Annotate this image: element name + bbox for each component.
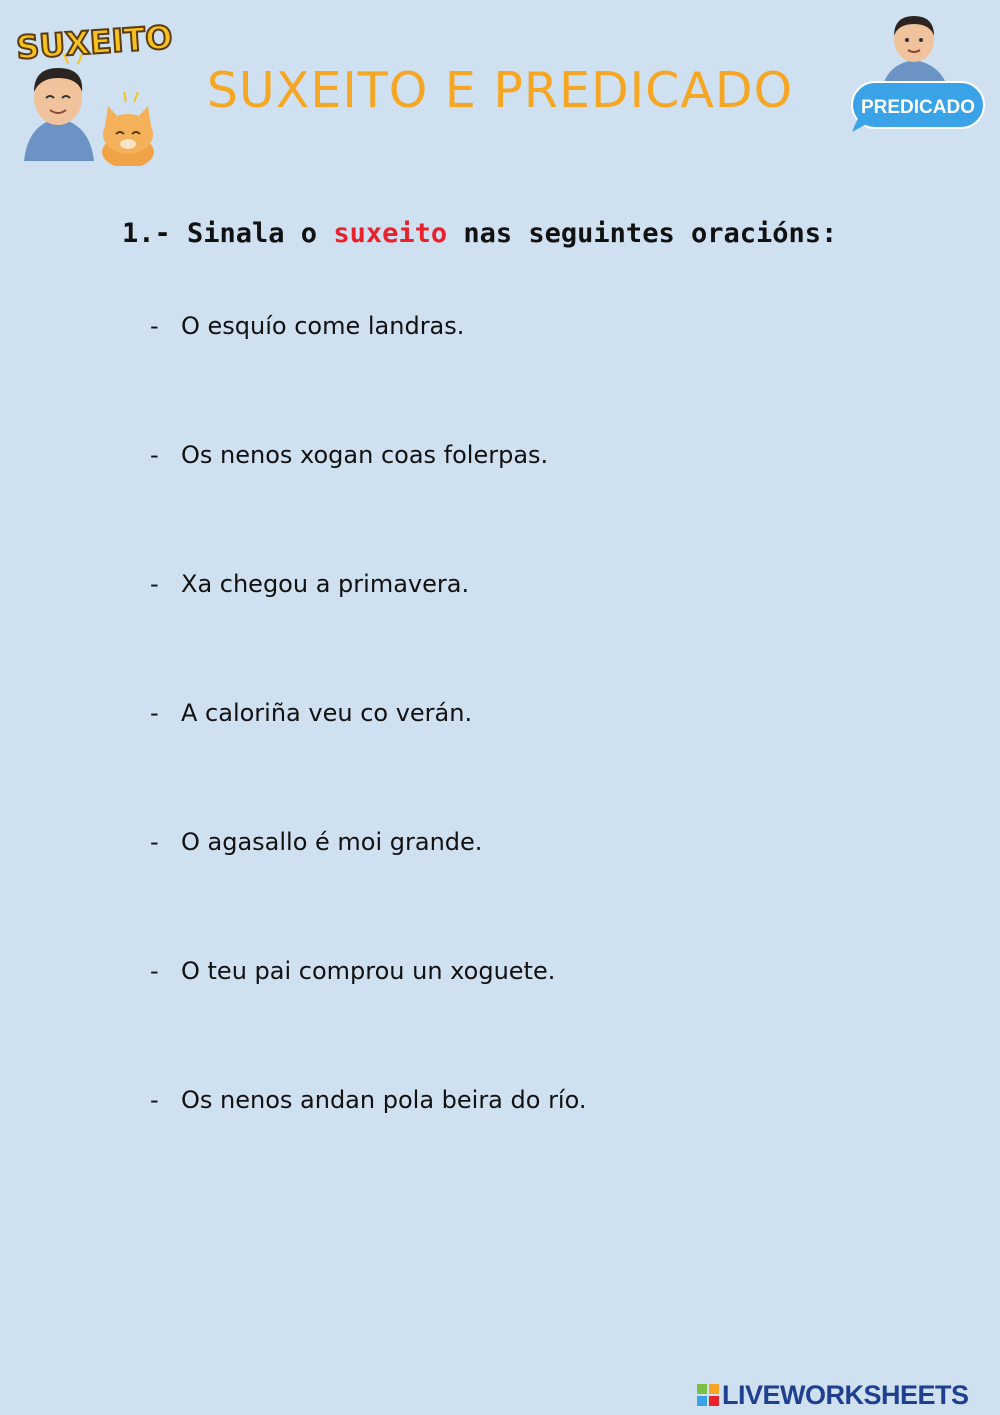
bullet-dash: -	[150, 312, 159, 340]
boy-avatar-icon	[882, 16, 948, 88]
sentence-item[interactable]	[150, 693, 472, 733]
sentence-text[interactable]: Xa chegou a primavera.	[181, 570, 470, 598]
sentence-item[interactable]	[150, 306, 464, 346]
sentence-text[interactable]: O teu pai comprou un xoguete.	[181, 957, 556, 985]
bullet-dash: -	[150, 957, 159, 985]
predicado-speech-bubble	[852, 82, 984, 132]
sentence-item[interactable]	[150, 564, 469, 604]
liveworksheets-logo-icon	[696, 1383, 720, 1407]
sentence-text[interactable]: Os nenos andan pola beira do río.	[181, 1086, 587, 1114]
bullet-dash: -	[150, 828, 159, 856]
brand-name: LIVEWORKSHEETS	[722, 1379, 969, 1410]
sentence-text[interactable]: O esquío come landras.	[181, 312, 465, 340]
bullet-dash: -	[150, 441, 159, 469]
sentence-text[interactable]: A caloriña veu co verán.	[181, 699, 473, 727]
sentence-text[interactable]: Os nenos xogan coas folerpas.	[181, 441, 549, 469]
sentence-item[interactable]	[150, 822, 482, 862]
heading-text-after: nas seguintes oracións:	[447, 218, 838, 249]
bullet-dash: -	[150, 699, 159, 727]
predicado-logo	[848, 10, 988, 135]
sentence-item[interactable]	[150, 951, 555, 991]
exercise-heading	[122, 218, 837, 249]
bullet-dash: -	[150, 1086, 159, 1114]
heading-highlight-word: suxeito	[333, 218, 448, 249]
sentence-text[interactable]: O agasallo é moi grande.	[181, 828, 483, 856]
suxeito-logo-text: SUXEITO	[14, 18, 174, 67]
liveworksheets-brand[interactable]	[696, 1375, 969, 1415]
page-title: SUXEITO E PREDICADO	[206, 62, 794, 119]
sentence-item[interactable]	[150, 1080, 587, 1120]
sentence-item[interactable]	[150, 435, 548, 475]
bullet-dash: -	[150, 570, 159, 598]
heading-text-before: 1.- Sinala o	[122, 218, 334, 249]
predicado-logo-text: PREDICADO	[860, 97, 976, 118]
